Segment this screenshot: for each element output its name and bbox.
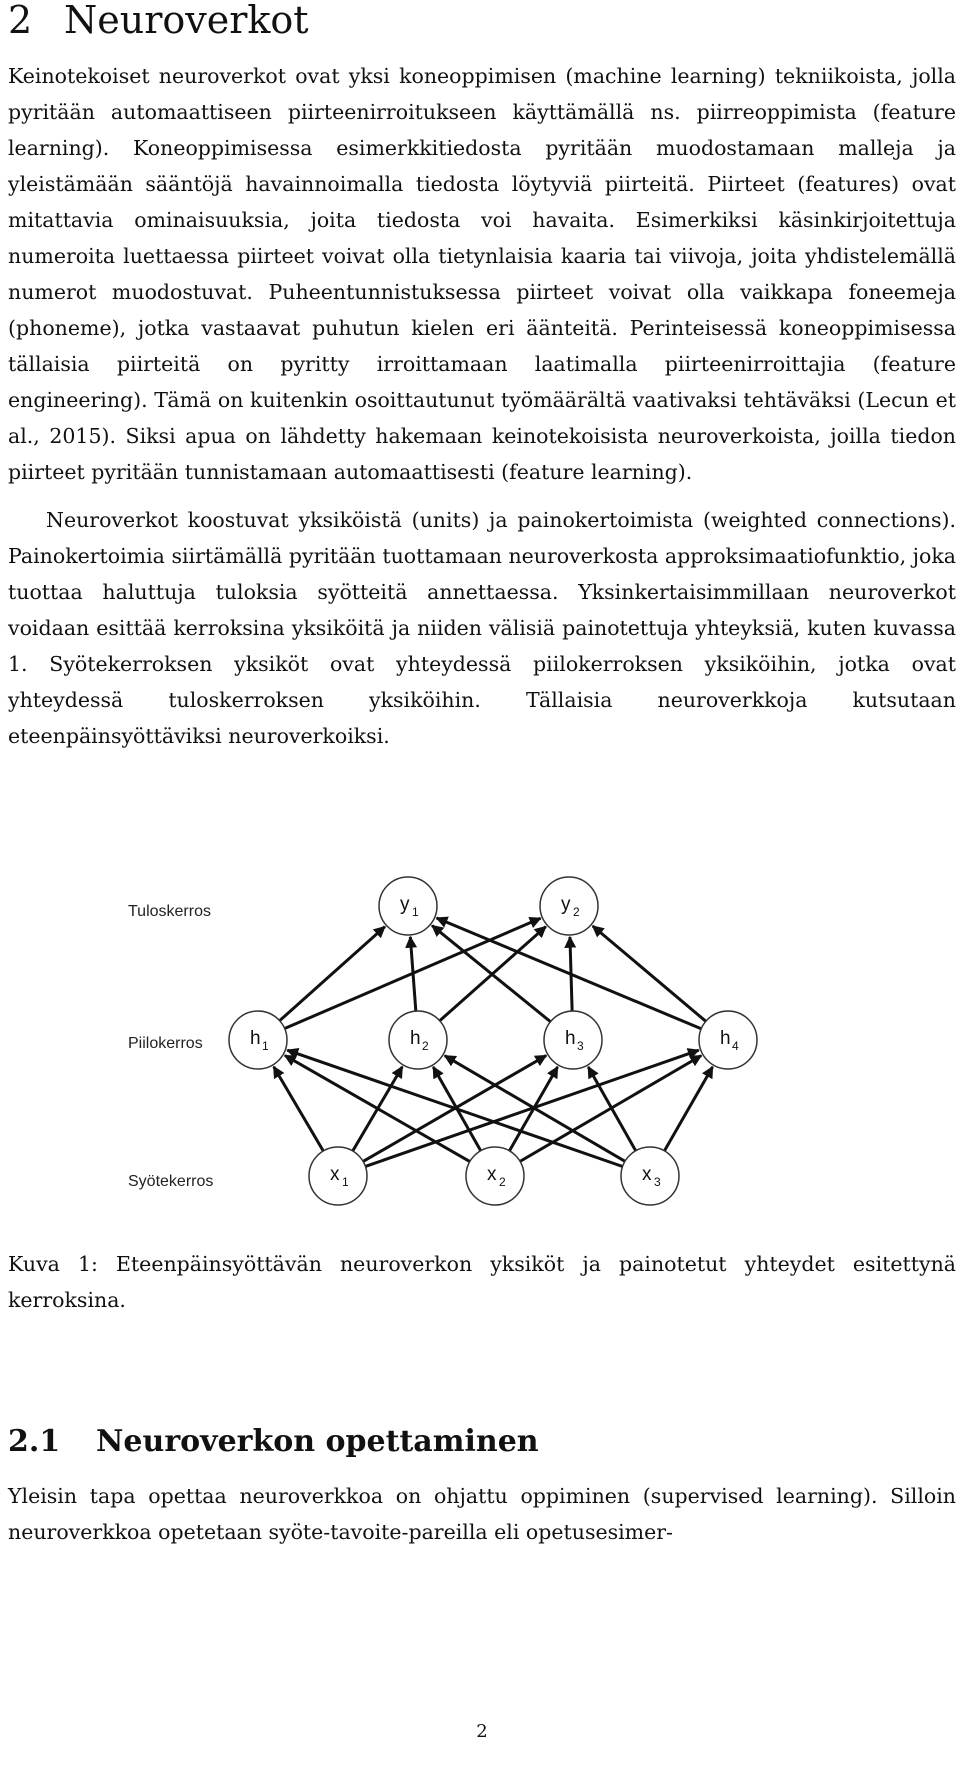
node-h1 [229,1011,287,1069]
node-subscript: 3 [577,1039,584,1053]
node-label: y [561,894,571,915]
layer-label-input: Syötekerros [128,1173,214,1190]
node-h2 [389,1011,447,1069]
node-x3 [621,1147,679,1205]
node-label: x [642,1164,652,1185]
node-subscript: 1 [342,1175,349,1189]
layer-label-hidden: Piilokerros [128,1035,203,1052]
node-label: x [487,1164,497,1185]
paragraph-intro: Keinotekoiset neuroverkot ovat yksi koneoppimisen (machine learning) tekniikoista, jolla pyritään automaattiseen piirteenirroitukseen käyttämällä ns. piirreoppimista (feature learning). Koneoppimisessa esimerkkitiedosta pyritään muodostamaan malleja ja yleistämään sääntöjä havainnoimalla tiedosta löytyviä piirteitä. Piirteet (features) ovat mitattavia ominaisuuksia, joita tiedosta voi havaita. Esimerkiksi käsinkirjoitettuja numeroita luettaessa piirteet voivat olla tietynlaisia kaaria tai viivoja, joita yhdistelemällä numerot muodostuvat. Puheentunnistuksessa piirteet voivat olla vaikkapa foneemeja (phoneme), jotka vastaavat puhutun kielen eri äänteitä. Perinteisessä koneoppimisessa tällaisia piirteitä on pyritty irroittamaan laatimalla piirteenirroittajia (feature engineering). Tämä on kuitenkin osoittautunut työmäärältä vaativaksi tehtäväksi (Lecun et al., 2015). Siksi apua on lähdetty hakemaan keinotekoisista neuroverkoista, joilla tiedon piirteet pyritään tunnistamaan automaattisesti (feature learning). [8,64,956,484]
edge-x1-h1 [274,1067,324,1151]
node-label: y [400,894,410,915]
paragraph-units: Neuroverkot koostuvat yksiköistä (units) ja painokertoimista (weighted connections). Painokertoimia siirtämällä pyritään tuottamaan neuroverkosta approksimaatiofunktio, joka tuottaa haluttuja tuloksia syötteitä annettaessa. Yksinkertaisimmillaan neuroverkot voidaan esittää kerroksina yksiköitä ja niiden välisiä painotettuja yhteyksiä, kuten kuvassa 1. Syötekerroksen yksiköt ovat yhteydessä piilokerroksen yksiköihin, jotka ovat yhteydessä tuloskerroksen yksiköihin. Tällaisia neuroverkkoja kutsutaan eteenpäinsyöttäviksi neuroverkoiksi. [8,508,956,748]
node-subscript: 2 [499,1175,506,1189]
node-label: h [565,1028,576,1049]
subsection-heading [8,1424,539,1460]
edge-x3-h2 [445,1056,625,1162]
node-subscript: 1 [262,1039,269,1053]
network-edges [274,918,713,1167]
node-x2 [466,1147,524,1205]
edge-x3-h4 [664,1067,712,1151]
figure-caption: Kuva 1: Eteenpäinsyöttävän neuroverkon yksiköt ja painotetut yhteydet esitettynä kerroksina. [8,1252,956,1312]
subsection-title: Neuroverkon opettaminen [96,1424,539,1459]
page-number: 2 [476,1721,488,1742]
node-h4 [699,1011,757,1069]
node-subscript: 2 [422,1039,429,1053]
document-page [8,0,956,1765]
node-x1 [309,1147,367,1205]
network-nodes [229,877,757,1205]
node-label: h [720,1028,731,1049]
node-subscript: 1 [412,905,419,919]
node-y2 [540,877,598,935]
node-y1 [379,877,437,935]
section-heading [8,0,309,40]
layer-label-output: Tuloskerros [128,903,211,920]
section-title: Neuroverkot [64,0,309,42]
node-label: x [330,1164,340,1185]
paragraph-training: Yleisin tapa opettaa neuroverkkoa on ohjattu oppiminen (supervised learning). Silloin neuroverkkoa opetetaan syöte-tavoite-pareilla eli opetusesimer- [8,1484,956,1544]
node-subscript: 3 [654,1175,661,1189]
node-label: h [410,1028,421,1049]
edge-x2-h1 [285,1055,470,1161]
node-h3 [544,1011,602,1069]
node-subscript: 2 [573,905,580,919]
subsection-number: 2.1 [8,1424,61,1459]
figure-neural-network [118,868,878,1240]
network-diagram [118,868,878,1240]
section-number: 2 [8,0,33,42]
node-label: h [250,1028,261,1049]
node-subscript: 4 [732,1039,739,1053]
